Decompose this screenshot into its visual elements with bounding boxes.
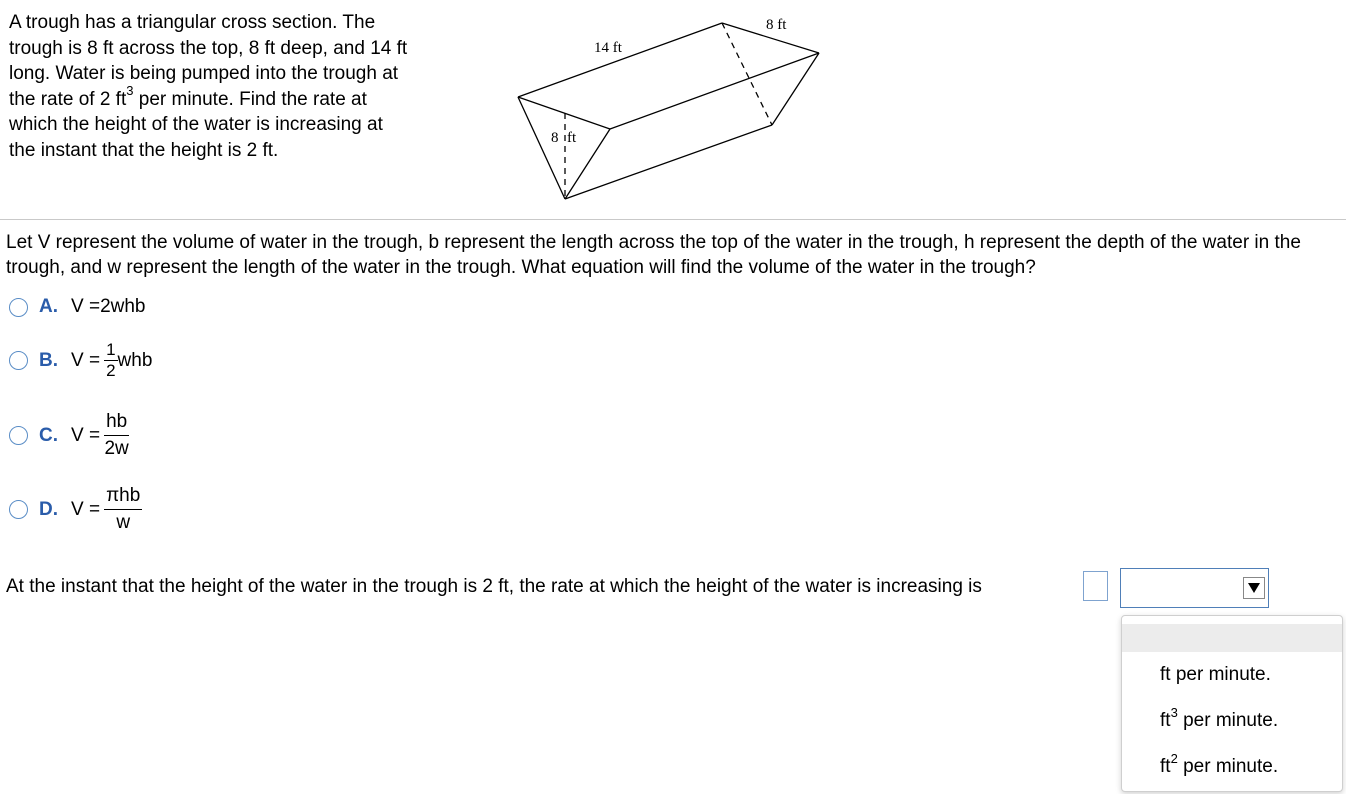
fraction-denominator: 2 bbox=[106, 361, 116, 380]
trough-edge bbox=[518, 97, 565, 199]
fraction bbox=[104, 341, 117, 380]
dashed-hidden-edge bbox=[722, 23, 772, 125]
fraction-numerator: hb bbox=[104, 411, 129, 436]
problem-line: long. Water is being pumped into the trough at bbox=[9, 63, 399, 84]
answer-input[interactable] bbox=[1083, 571, 1108, 601]
trough-edge bbox=[518, 97, 610, 129]
answer-sentence: At the instant that the height of the water in the trough is 2 ft, the rate at which the height of the water is increasing is bbox=[6, 576, 982, 597]
option-exponent: 2 bbox=[1170, 750, 1178, 766]
equation-lhs: V = bbox=[71, 349, 101, 371]
equation bbox=[71, 485, 142, 534]
choice-a[interactable] bbox=[9, 296, 145, 318]
choice-letter: D. bbox=[39, 498, 58, 520]
label-depth: 8 bbox=[551, 130, 559, 146]
trough-edge bbox=[565, 125, 772, 199]
radio-button[interactable] bbox=[9, 351, 28, 370]
fraction bbox=[104, 411, 129, 460]
equation-tail: whb bbox=[117, 349, 153, 371]
equation-lhs: V = bbox=[71, 296, 101, 317]
equation-lhs: V = bbox=[71, 498, 101, 520]
choice-c[interactable] bbox=[9, 411, 129, 460]
option-text: per minute. bbox=[1177, 710, 1279, 731]
problem-line: the instant that the height is 2 ft. bbox=[9, 139, 279, 161]
label-depth-unit: ft bbox=[567, 130, 577, 146]
option-unit: ft bbox=[1160, 664, 1171, 685]
fraction-numerator: 1 bbox=[106, 340, 116, 359]
problem-line: the rate of 2 ft bbox=[9, 88, 127, 110]
choice-letter: B. bbox=[39, 349, 58, 371]
fraction-denominator: 2w bbox=[104, 438, 129, 459]
exponent: 3 bbox=[126, 83, 134, 99]
option-unit: ft bbox=[1160, 710, 1171, 731]
choice-letter: C. bbox=[39, 424, 58, 446]
problem-line: trough is 8 ft across the top, 8 ft deep, and 14 ft bbox=[9, 37, 408, 59]
dropdown-arrow-icon[interactable] bbox=[1243, 577, 1265, 599]
option-text: per minute. bbox=[1170, 664, 1271, 685]
equation bbox=[71, 411, 129, 460]
equation-lhs: V = bbox=[71, 424, 101, 446]
unit-dropdown-menu bbox=[1121, 615, 1343, 792]
fraction-denominator: w bbox=[116, 512, 131, 533]
choice-d[interactable] bbox=[9, 485, 142, 534]
radio-button[interactable] bbox=[9, 500, 28, 519]
equation bbox=[71, 341, 152, 380]
problem-line: A trough has a triangular cross section. The bbox=[9, 12, 376, 33]
fraction bbox=[104, 485, 142, 534]
dropdown-option-blank[interactable] bbox=[1122, 624, 1342, 652]
trough-edge bbox=[772, 53, 819, 125]
fraction-numerator: πhb bbox=[104, 485, 142, 510]
section-divider bbox=[0, 219, 1346, 220]
dropdown-option-ft-per-minute[interactable] bbox=[1122, 652, 1342, 698]
radio-button[interactable] bbox=[9, 426, 28, 445]
choice-letter: A. bbox=[39, 296, 58, 317]
option-text: per minute. bbox=[1177, 756, 1279, 777]
problem-statement bbox=[9, 10, 454, 163]
equation bbox=[71, 296, 145, 318]
trough-edge bbox=[610, 53, 819, 129]
dropdown-option-ft3-per-minute[interactable] bbox=[1122, 698, 1342, 744]
option-unit: ft bbox=[1160, 756, 1171, 777]
equation-rhs: 2whb bbox=[100, 296, 146, 317]
radio-button[interactable] bbox=[9, 298, 28, 317]
problem-line: per minute. Find the rate at bbox=[133, 88, 367, 110]
problem-line: which the height of the water is increasing at bbox=[9, 114, 383, 135]
label-length: 14 ft bbox=[594, 40, 622, 56]
trough-diagram bbox=[510, 5, 830, 210]
choice-b[interactable] bbox=[9, 341, 152, 380]
trough-edge bbox=[518, 23, 722, 97]
unit-select[interactable] bbox=[1120, 568, 1269, 608]
option-exponent: 3 bbox=[1170, 704, 1178, 720]
label-top-width: 8 ft bbox=[766, 17, 787, 33]
trough-figure bbox=[510, 5, 830, 210]
question-text: Let V represent the volume of water in the trough, b represent the length across the top of the water in the trough, h represent the depth of the water in the trough, and w represent the length of the water in the trough. What equation will find the volume of the water in the trough? bbox=[6, 232, 1301, 278]
dropdown-option-ft2-per-minute[interactable] bbox=[1122, 744, 1342, 790]
